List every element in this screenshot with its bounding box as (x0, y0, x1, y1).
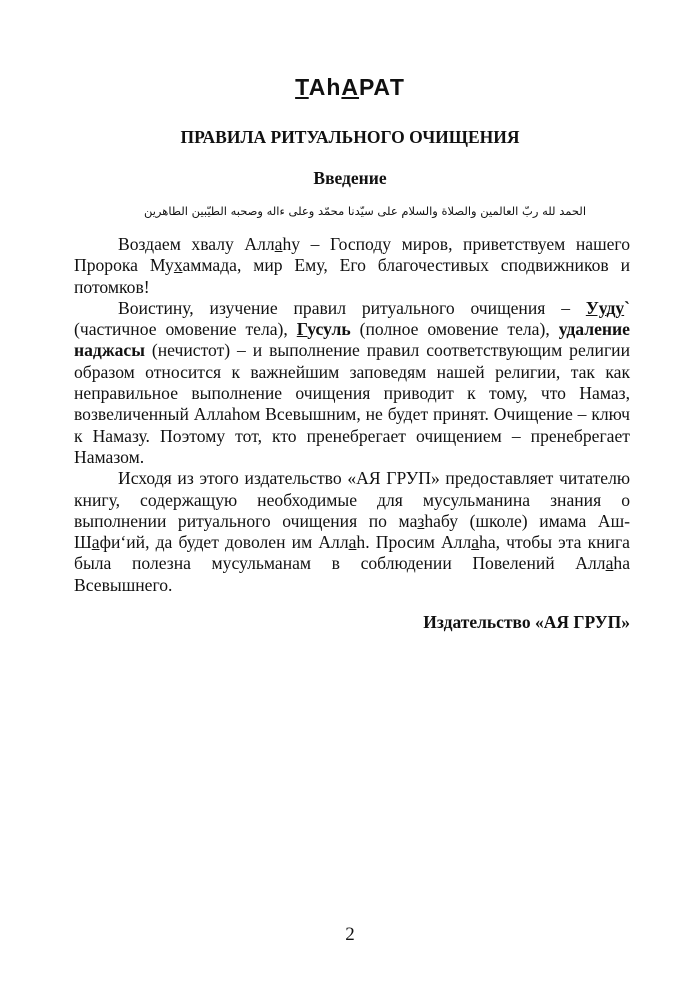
page-title (0, 74, 700, 101)
text-run: х (173, 255, 183, 276)
text-run: hу – Господу миров, приветствуем нашего Пророка Му (74, 234, 631, 276)
arabic-invocation: الحمد لله ربّ العالمين والصلاة والسلام على سيّدنا محمّد وعلى ءاله وصحبه الطيّبين الطاهرين (143, 204, 587, 218)
text-run: фи‘ий, да будет доволен им Алл (99, 532, 349, 553)
paragraph (74, 468, 630, 596)
text-run: Уу (585, 297, 607, 318)
text-run: h. Просим Алл (356, 532, 472, 553)
text-run: hа, чтобы эта книга была полезна мусульманам в соблюдении Повелений Алл (74, 532, 630, 574)
text-run: (нечистот) – и выполнение правил соответствующим религии образом относится к важнейшим заповедям нашей религии, так как неправильное выполнение очищения приводит к тому, что Намаз, возвеличенный Аллаhом Всевышним, не будет принят. Очищение – ключ к Намазу. Поэтому тот, кто пренебрегает очищением – пренебрегает Намазом. (74, 340, 630, 467)
title-part: РАТ (359, 74, 405, 100)
intro-heading: Введение (313, 168, 387, 188)
text-run: у (615, 297, 625, 318)
term-najasa: удаление наджасы (74, 319, 630, 361)
body-text (74, 234, 630, 596)
text-run: аммада, мир Ему, Его благочестивых сподвижников и потомков! (74, 255, 630, 297)
text-run: hабу (школе) имама Аш-Ш (74, 510, 630, 553)
term-ghusl (297, 319, 351, 339)
text-run: ` (624, 297, 630, 318)
title-part: А (308, 74, 327, 100)
text-run: (частичное омовение тела), (74, 319, 297, 340)
text-run: а (274, 234, 283, 254)
term-wudu (586, 298, 630, 318)
text-run: а (91, 532, 100, 553)
text-run: д (606, 297, 616, 318)
paragraph (74, 234, 630, 298)
text-run: hа Всевышнего. (74, 553, 630, 595)
text-run: а (348, 532, 357, 553)
page-number: 2 (345, 924, 355, 945)
text-run: (полное омовение тела), (350, 319, 559, 340)
title-part: Т (295, 74, 309, 100)
text-run: Воистину, изучение правил ритуального очищения – (118, 297, 586, 318)
title-part: А (341, 74, 360, 100)
title-part: h (326, 74, 342, 100)
text-run: з (417, 510, 425, 531)
text-run: а (605, 553, 614, 574)
paragraph (74, 298, 630, 468)
text-run: а (471, 532, 480, 553)
text-run: усуль (307, 319, 351, 340)
text-run: Исходя из этого издательство «АЯ ГРУП» предоставляет читателю книгу, содержащую необходимые для мусульманина знания о выполнении ритуального очищения по ма (74, 468, 630, 531)
subtitle: ПРАВИЛА РИТУАЛЬНОГО ОЧИЩЕНИЯ (180, 127, 520, 147)
publisher-signature: Издательство «АЯ ГРУП» (423, 612, 630, 632)
text-run: Г (296, 319, 308, 340)
text-run: Воздаем хвалу Алл (118, 234, 275, 254)
